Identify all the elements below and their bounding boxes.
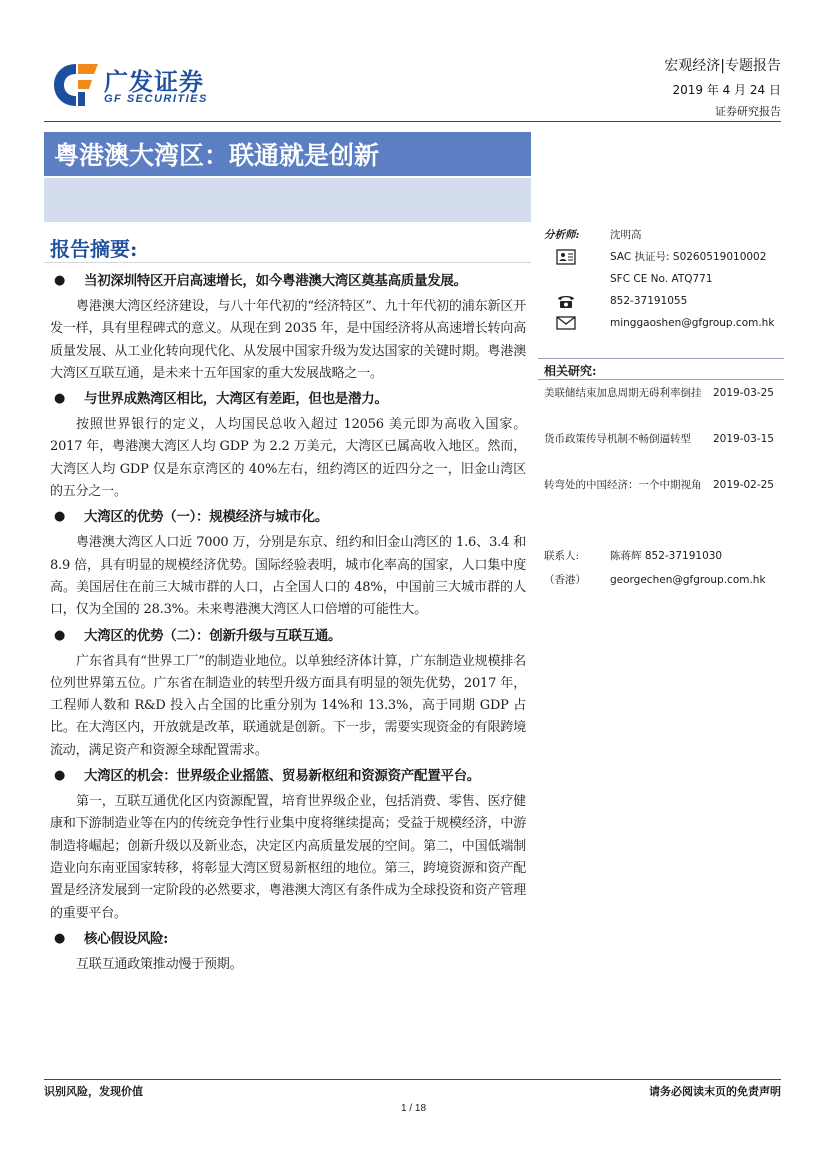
related-divider-top (538, 358, 784, 359)
bullet-dot-icon: ● (54, 509, 66, 525)
related-item-date: 2019-02-25 (712, 479, 774, 491)
analyst-sac: SAC 执证号: S0260519010002 (610, 251, 767, 263)
bullet-dot-icon: ● (54, 273, 66, 288)
related-item[interactable] (544, 382, 784, 428)
contact-email-row (544, 568, 784, 592)
footer-slogan: 识别风险，发现价值 (44, 1085, 143, 1098)
page-number: 1 / 18 (400, 1103, 427, 1114)
report-date: 2019 年 4 月 24 日 (672, 83, 781, 97)
id-card-icon (556, 249, 576, 265)
title-banner (44, 132, 531, 176)
report-category: 宏观经济|专题报告 (664, 58, 781, 74)
summary-paragraph: 广东省具有“世界工厂”的制造业地位。以单独经济体计算，广东制造业规模排名位列世界第五位。广东省在制造业的转型升级方面具有明显的领先优势，2017 年，工程师人数和 R&D 投入占全国的比重分别为 14%和 13.3%，高于同期 GDP 占比。在大湾区内，开放就是改革，联通就是创新。下一步，需要实现资金的有限跨境流动，满足资产和资源全球配置需求。 (50, 653, 526, 758)
contact-label: 联系人: (544, 550, 580, 562)
summary-paragraph: 按照世界银行的定义，人均国民总收入超过 12056 美元即为高收入国家。2017 年，粤港澳大湾区人均 GDP 为 2.2 万美元，大湾区已属高收入地区。然而，大湾区人均 GDP 仅是东京湾区的 40%左右，纽约湾区的近四分之一，旧金山湾区的五分之一。 (50, 417, 526, 500)
bullet-dot-icon: ● (54, 768, 66, 784)
envelope-icon (556, 315, 576, 331)
analyst-email[interactable]: minggaoshen@gfgroup.com.hk (610, 317, 775, 329)
related-list (544, 382, 784, 520)
footer-disclaimer: 请务必阅读末页的免责声明 (649, 1085, 781, 1098)
summary-heading: 报告摘要: (50, 237, 138, 261)
company-logo (44, 60, 234, 110)
analyst-email-row (544, 312, 784, 334)
analyst-sac-row (544, 246, 784, 268)
summary-bullet: ● 核心假设风险: (50, 928, 526, 950)
analyst-sfc: SFC CE No. ATQ771 (610, 273, 713, 285)
related-item-title[interactable]: 美联储结束加息周期无碍利率倒挂 (544, 387, 702, 399)
analyst-sfc-row (544, 268, 784, 290)
contact-name-phone: 陈蒋辉 852-37191030 (610, 550, 723, 562)
summary-paragraph: 粤港澳大湾区经济建设，与八十年代初的“经济特区”、九十年代初的浦东新区开发一样，具有里程碑式的意义。从现在到 2035 年，是中国经济将从高速增长转向高质量发展、从工业化转向现代化、从发展中国家升级为发达国家的关键时期。粤港澳大湾区互联互通，是未来十五年国家的重大发展战略之一。 (50, 299, 526, 381)
logo-english-name: GF SECURITIES (104, 93, 208, 105)
related-item[interactable] (544, 474, 784, 520)
subtitle-banner (44, 178, 531, 222)
related-heading: 相关研究: (544, 364, 597, 378)
contact-region: （香港） (544, 574, 586, 586)
footer-divider (44, 1079, 781, 1080)
summary-bullet: ● 大湾区的机会：世界级企业摇篮、贸易新枢纽和资源资产配置平台。 (50, 765, 526, 787)
summary-bullet: ● 大湾区的优势（一）：规模经济与城市化。 (50, 506, 526, 528)
analyst-label: 分析师: (544, 229, 580, 241)
contact-block (544, 544, 784, 592)
summary-bullet: ● 大湾区的优势（二）：创新升级与互联互通。 (50, 625, 526, 647)
bullet-dot-icon: ● (54, 930, 66, 946)
summary-bullet: ● 当初深圳特区开启高速增长，如今粤港澳大湾区奠基高质量发展。 (50, 270, 526, 292)
summary-body (50, 270, 526, 979)
contact-email[interactable]: georgechen@gfgroup.com.hk (610, 574, 766, 586)
analyst-block (544, 224, 784, 334)
phone-icon (556, 293, 576, 309)
related-item[interactable] (544, 428, 784, 474)
related-item-date: 2019-03-15 (712, 433, 774, 445)
logo-chinese-name: 广发证券 (104, 68, 204, 96)
report-type: 证券研究报告 (715, 105, 781, 118)
summary-paragraph: 第一，互联互通优化区内资源配置，培育世界级企业，包括消费、零售、医疗健康和下游制造业等在内的传统竞争性行业集中度将继续提高；受益于规模经济，中游制造将崛起；创新升级以及新业态，决定区内高质量发展的空间。第二，中国低端制造业向东南亚国家转移，将彰显大湾区贸易新枢纽的地位。第三，跨境资源和资产配置是经济发展到一定阶段的必然要求，粤港澳大湾区有条件成为全球投资和资产管理的重要平台。 (50, 794, 526, 921)
related-item-title[interactable]: 货币政策传导机制不畅倒逼转型 (544, 433, 691, 445)
summary-paragraph: 互联互通政策推动慢于预期。 (76, 956, 243, 972)
analyst-phone-row (544, 290, 784, 312)
bullet-dot-icon: ● (54, 391, 66, 407)
summary-divider (44, 262, 531, 263)
header-divider (44, 121, 781, 122)
related-item-date: 2019-03-25 (712, 387, 774, 399)
analyst-name-row (544, 224, 784, 246)
bullet-dot-icon: ● (54, 627, 66, 643)
report-title: 粤港澳大湾区：联通就是创新 (54, 141, 380, 170)
gf-logo-mark-icon (52, 62, 100, 108)
summary-paragraph: 粤港澳大湾区人口近 7000 万，分别是东京、纽约和旧金山湾区的 1.6、3.4 和 8.9 倍，具有明显的规模经济优势。国际经验表明，城市化率高的国家，人口集中度高。美国居住在前三大城市群的人口，占全国人口的 48%，中国前三大城市群的人口，仅为全国的 28.3%。未来粤港澳大湾区人口倍增的可能性大。 (50, 535, 526, 618)
contact-name-row (544, 544, 784, 568)
analyst-phone: 852-37191055 (610, 295, 688, 307)
summary-bullet: ● 与世界成熟湾区相比，大湾区有差距，但也是潜力。 (50, 388, 526, 410)
related-divider-bottom (538, 379, 784, 380)
related-item-title[interactable]: 转弯处的中国经济：一个中期视角 (544, 479, 702, 491)
analyst-name: 沈明高 (610, 229, 642, 241)
